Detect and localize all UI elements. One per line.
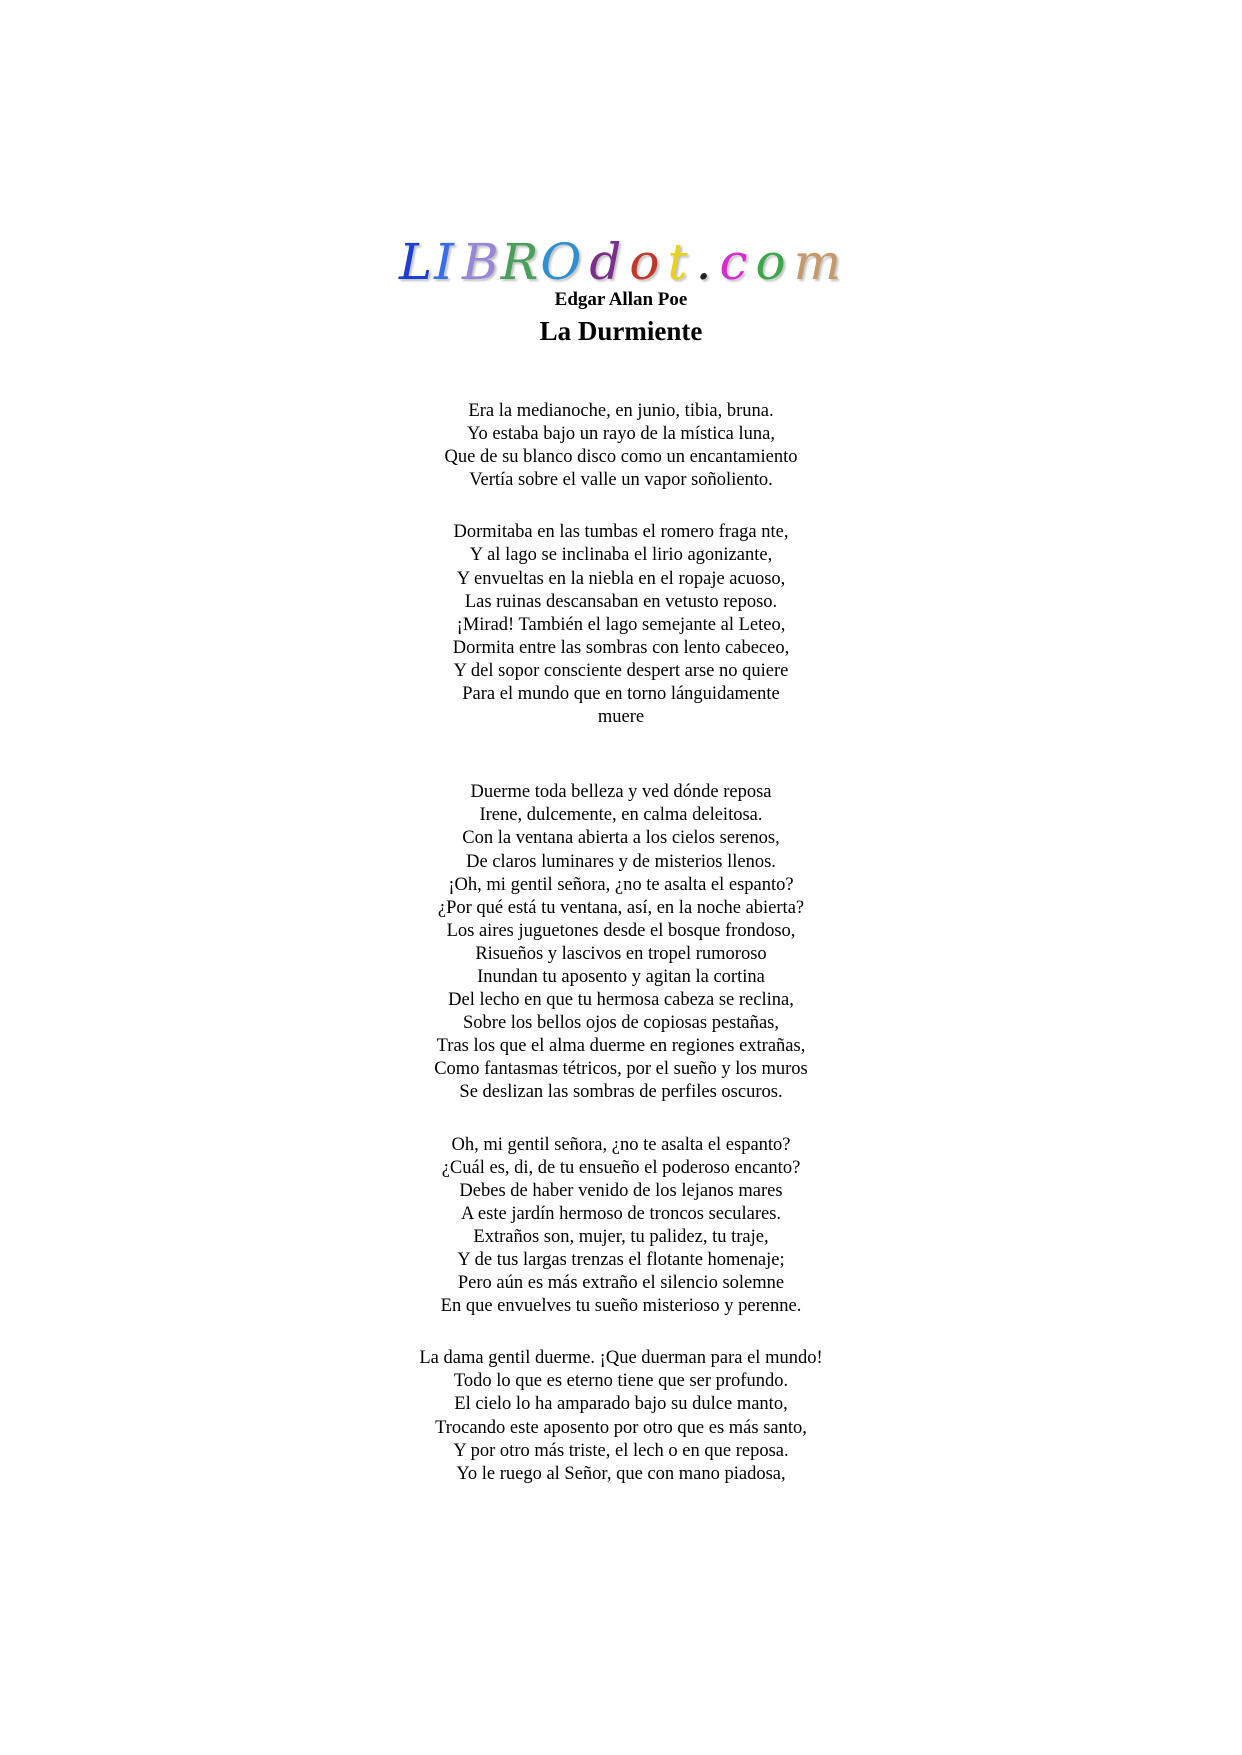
logo-letter: I [434, 233, 456, 291]
poem-line: ¿Por qué está tu ventana, así, en la noche abierta? [437, 897, 805, 918]
poem-line: muere [597, 707, 645, 728]
logo-letter: O [540, 233, 584, 291]
poem-line: Como fantasmas tétricos, por el sueño y los muros [434, 1059, 808, 1080]
poem-line: Y de tus largas trenzas el flotante homenaje; [457, 1250, 785, 1270]
poem-title: La Durmiente [539, 316, 703, 346]
logo-letter: o [629, 233, 662, 291]
logo-letter: o [755, 233, 788, 291]
logo-letter: B [461, 233, 501, 291]
poem-line: Se deslizan las sombras de perfiles oscuros. [459, 1082, 783, 1103]
poem-line: ¡Oh, mi gentil señora, ¿no te asalta el espanto? [448, 874, 794, 895]
stanza-3 [0, 781, 1242, 1104]
stanza-2 [0, 521, 1242, 729]
poem-line: Del lecho en que tu hermosa cabeza se reclina, [448, 990, 794, 1011]
poem-line: Irene, dulcemente, en calma deleitosa. [479, 805, 763, 826]
stanza-4 [0, 1134, 1242, 1319]
poem-line: Los aires juguetones desde el bosque frondoso, [446, 920, 796, 941]
logo-letter: m [793, 233, 844, 291]
poem-line: Era la medianoche, en junio, tibia, bruna. [468, 401, 774, 421]
logo-letter: c [719, 233, 750, 291]
stanza-5 [0, 1347, 1242, 1486]
poem-line: Vertía sobre el valle un vapor soñoliento. [469, 470, 773, 491]
poem-line: Duerme toda belleza y ved dónde reposa [470, 782, 772, 803]
author-name: Edgar Allan Poe [554, 289, 688, 310]
poem-line: Las ruinas descansaban en vetusto reposo. [464, 591, 778, 612]
poem-line: Debes de haber venido de los lejanos mares [459, 1180, 783, 1201]
poem-line: Con la ventana abierta a los cielos serenos, [462, 828, 780, 849]
poem-line: Y envueltas en la niebla en el ropaje acuoso, [456, 568, 786, 589]
logo-letter: t [667, 233, 690, 291]
poem-line: ¿Cuál es, di, de tu ensueño el poderoso encanto? [441, 1157, 801, 1178]
poem-body [0, 400, 1242, 1486]
logo-letter: . [695, 233, 714, 291]
poem-line: Dormitaba en las tumbas el romero fraga nte, [453, 522, 789, 543]
poem-line: Yo le ruego al Señor, que con mano piadosa, [456, 1463, 786, 1484]
poem-line: En que envuelves tu sueño misterioso y perenne. [440, 1296, 802, 1317]
poem-line: Trocando este aposento por otro que es más santo, [435, 1417, 807, 1438]
poem-line: Inundan tu aposento y agitan la cortina [477, 966, 765, 987]
poem-line: De claros luminares y de misterios llenos. [466, 851, 776, 872]
poem-line: Tras los que el alma duerme en regiones extrañas, [436, 1036, 806, 1057]
poem-line: Extraños son, mujer, tu palidez, tu traje, [473, 1226, 769, 1247]
poem-line: ¡Mirad! También el lago semejante al Leteo, [456, 614, 786, 635]
poem-line: El cielo lo ha amparado bajo su dulce manto, [454, 1394, 788, 1415]
poem-line: Yo estaba bajo un rayo de la mística luna, [467, 424, 775, 445]
poem-line: Y por otro más triste, el lech o en que reposa. [453, 1440, 789, 1461]
poem-line: Oh, mi gentil señora, ¿no te asalta el espanto? [451, 1134, 791, 1155]
poem-line: Que de su blanco disco como un encantamiento [444, 447, 798, 468]
logo-letter: L [398, 233, 435, 291]
poem-line: Y del sopor consciente despert arse no quiere [453, 660, 789, 681]
poem-line: A este jardín hermoso de troncos seculares. [460, 1203, 782, 1224]
poem-line: Pero aún es más extraño el silencio solemne [457, 1273, 785, 1294]
poem-line: La dama gentil duerme. ¡Que duerman para el mundo! [419, 1348, 823, 1369]
poem-line: Sobre los bellos ojos de copiosas pestañas, [463, 1013, 779, 1034]
librodot-logo [0, 232, 1242, 292]
logo-letter: R [500, 233, 541, 291]
poem-line: Para el mundo que en torno lánguidamente [462, 684, 780, 705]
poem-line: Y al lago se inclinaba el lirio agonizante, [469, 545, 773, 566]
stanza-1 [0, 400, 1242, 492]
poem-line: Risueños y lascivos en tropel rumoroso [475, 943, 767, 964]
poem-line: Dormita entre las sombras con lento cabeceo, [452, 637, 790, 658]
logo-letter: d [589, 233, 624, 291]
poem-line: Todo lo que es eterno tiene que ser profundo. [453, 1371, 789, 1392]
